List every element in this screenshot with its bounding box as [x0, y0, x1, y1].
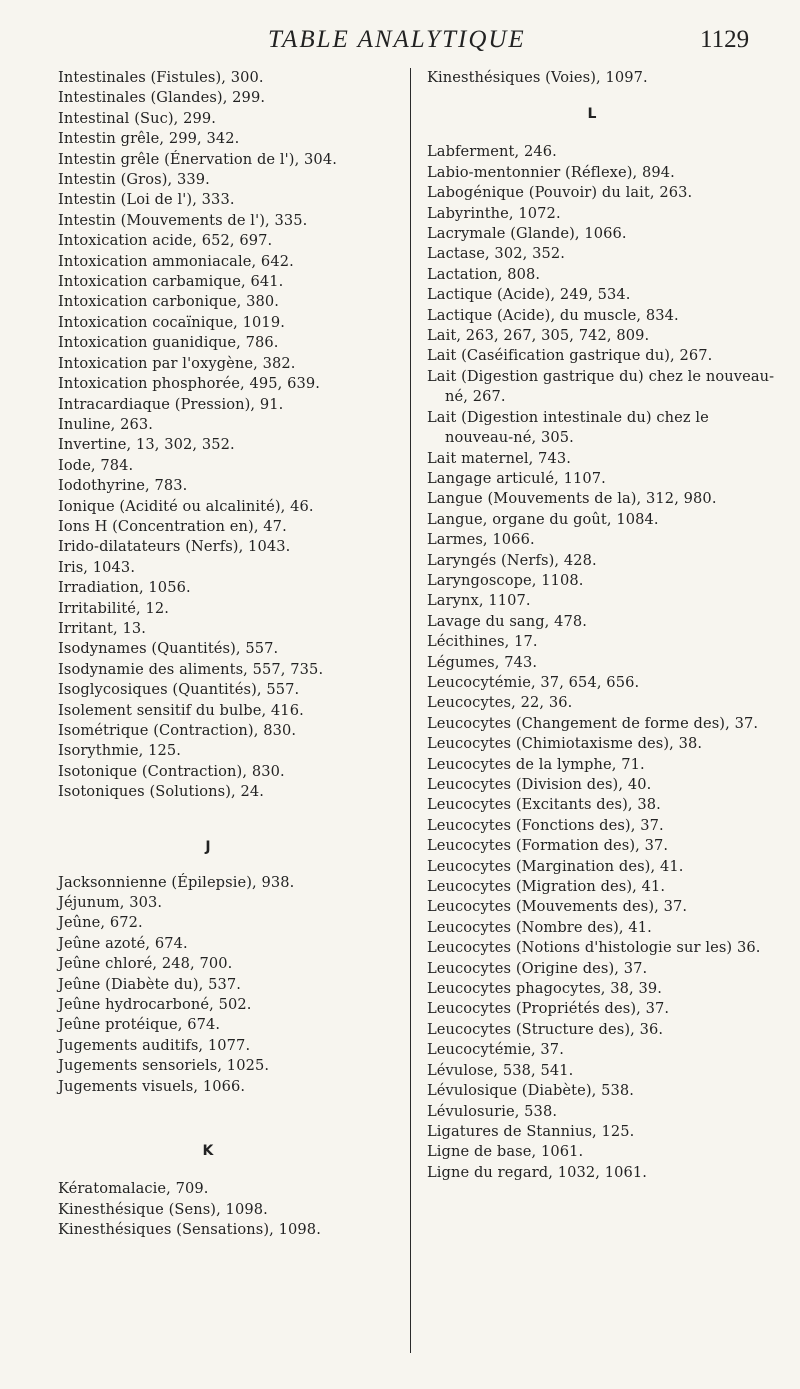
index-entry: Intoxication phosphorée, 495, 639.	[58, 375, 321, 393]
index-entry: Irido-dilatateurs (Nerfs), 1043.	[58, 538, 291, 556]
index-entry: Leucocytes (Fonctions des), 37.	[427, 816, 664, 834]
spacer	[58, 803, 398, 833]
index-entry: Leucocytes (Formation des), 37.	[427, 837, 669, 855]
index-entry: Intestinales (Glandes), 299.	[58, 89, 266, 107]
index-entry: Kératomalacie, 709.	[58, 1180, 209, 1198]
index-entry: Leucocytes (Mouvements des), 37.	[427, 898, 688, 916]
index-entry: Kinesthésique (Sens), 1098.	[58, 1200, 268, 1218]
index-entry: Isodynamie des aliments, 557, 735.	[58, 660, 324, 678]
index-entry: Jeûne protéique, 674.	[58, 1016, 221, 1034]
index-entry: Intoxication carbamique, 641.	[58, 273, 284, 291]
index-entry: Intestin grêle, 299, 342.	[58, 130, 240, 148]
index-entry: Intestin grêle (Énervation de l'), 304.	[58, 150, 337, 168]
index-entry: Langue, organe du goût, 1084.	[427, 510, 659, 528]
index-entry: Lacrymale (Glande), 1066.	[427, 225, 627, 243]
left-group-k	[58, 1179, 398, 1240]
index-entry: Langue (Mouvements de la), 312, 980.	[427, 490, 717, 508]
index-entry: Laryngés (Nerfs), 428.	[427, 551, 597, 569]
index-entry: Leucocytes (Excitants des), 38.	[427, 796, 661, 814]
index-entry: Lait, 263, 267, 305, 742, 809.	[427, 327, 650, 345]
index-entry: Lait maternel, 743.	[427, 449, 571, 467]
index-entry: Leucocytes de la lymphe, 71.	[427, 755, 645, 773]
index-entry: Isotonique (Contraction), 830.	[58, 762, 285, 780]
index-entry: Leucocytes phagocytes, 38, 39.	[427, 980, 663, 998]
index-entry: Lévulosurie, 538.	[427, 1102, 558, 1120]
index-entry: Lécithines, 17.	[427, 633, 538, 651]
index-entry: Intoxication guanidique, 786.	[58, 334, 279, 352]
left-column	[58, 68, 398, 1240]
index-entry: Jeûne hydrocarboné, 502.	[58, 996, 252, 1014]
index-entry: Intestinales (Fistules), 300.	[58, 69, 264, 86]
section-letter-j: J	[205, 838, 211, 855]
index-entry: Isotoniques (Solutions), 24.	[58, 783, 264, 801]
right-group-k	[427, 68, 777, 88]
index-entry: Invertine, 13, 302, 352.	[58, 436, 235, 454]
index-entry: Ions H (Concentration en), 47.	[58, 517, 287, 535]
right-group-l	[427, 142, 777, 1183]
index-entry: Iodothyrine, 783.	[58, 477, 188, 495]
index-entry: Isorythmie, 125.	[58, 742, 182, 760]
page-header	[0, 26, 800, 56]
index-entry: Intestin (Loi de l'), 333.	[58, 191, 235, 209]
index-entry: Isoglycosiques (Quantités), 557.	[58, 681, 300, 699]
index-entry: Leucocytémie, 37.	[427, 1041, 564, 1059]
index-entry: Ligatures de Stannius, 125.	[427, 1122, 635, 1140]
index-entry: Intestin (Gros), 339.	[58, 171, 210, 189]
index-entry: Lévulose, 538, 541.	[427, 1061, 574, 1079]
left-group-j	[58, 873, 398, 1097]
index-entry: Leucocytes (Propriétés des), 37.	[427, 1000, 670, 1018]
index-entry: Lactique (Acide), 249, 534.	[427, 286, 631, 304]
index-entry: Leucocytes (Changement de forme des), 37.	[427, 714, 759, 732]
index-entry: Leucocytes (Division des), 40.	[427, 776, 652, 793]
index-entry: Leucocytes, 22, 36.	[427, 694, 573, 712]
index-entry: Jacksonnienne (Épilepsie), 938.	[58, 873, 295, 891]
index-entry: Légumes, 743.	[427, 653, 538, 671]
index-entry: Leucocytes (Chimiotaxisme des), 38.	[427, 735, 703, 753]
right-column	[427, 68, 777, 1183]
index-entry: Lactique (Acide), du muscle, 834.	[427, 306, 679, 324]
column-divider	[410, 68, 411, 1353]
spacer	[427, 88, 777, 100]
index-entry: Lévulosique (Diabète), 538.	[427, 1082, 635, 1100]
index-entry: Isométrique (Contraction), 830.	[58, 722, 297, 739]
index-entry: Leucocytes (Migration des), 41.	[427, 878, 666, 896]
spacer	[58, 1097, 398, 1137]
index-entry: Labyrinthe, 1072.	[427, 204, 561, 222]
left-group-i	[58, 68, 398, 803]
index-entry: Leucocytes (Structure des), 36.	[427, 1020, 664, 1038]
index-entry: Langage articulé, 1107.	[427, 469, 606, 487]
index-entry: Intoxication ammoniacale, 642.	[58, 252, 294, 270]
index-entry: Inuline, 263.	[58, 415, 154, 433]
index-entry: Ionique (Acidité ou alcalinité), 46.	[58, 497, 314, 515]
index-entry: Labferment, 246.	[427, 143, 557, 161]
spacer	[58, 861, 398, 873]
index-entry: Jeûne (Diabète du), 537.	[58, 975, 242, 993]
index-entry: Larynx, 1107.	[427, 592, 531, 610]
index-entry: Leucocytes (Nombre des), 41.	[427, 918, 652, 936]
index-entry: Irradiation, 1056.	[58, 579, 191, 597]
index-entry: Isodynames (Quantités), 557.	[58, 640, 279, 658]
section-letter-k: K	[202, 1143, 214, 1160]
index-entry: Intestin (Mouvements de l'), 335.	[58, 211, 308, 229]
page-number: 1129	[700, 26, 750, 53]
index-entry: Lavage du sang, 478.	[427, 612, 588, 630]
index-entry: Lait (Digestion intestinale du) chez le nouveau-né, 305.	[427, 408, 709, 447]
index-entry: Ligne du regard, 1032, 1061.	[427, 1163, 648, 1181]
section-letter-l: L	[587, 106, 597, 123]
index-entry: Intracardiaque (Pression), 91.	[58, 395, 284, 413]
spacer	[427, 128, 777, 142]
index-entry: Leucocytes (Origine des), 37.	[427, 959, 648, 977]
index-entry: Jeûne, 672.	[58, 914, 143, 932]
index-entry: Kinesthésiques (Sensations), 1098.	[58, 1220, 321, 1238]
index-entry: Intoxication carbonique, 380.	[58, 293, 280, 311]
index-entry: Jugements auditifs, 1077.	[58, 1036, 251, 1054]
index-entry: Intestinal (Suc), 299.	[58, 109, 217, 127]
index-entry: Iris, 1043.	[58, 558, 136, 576]
index-entry: Leucocytémie, 37, 654, 656.	[427, 673, 640, 691]
index-entry: Irritabilité, 12.	[58, 599, 169, 617]
index-entry: Intoxication acide, 652, 697.	[58, 232, 273, 250]
index-entry: Iode, 784.	[58, 456, 134, 474]
index-entry: Jéjunum, 303.	[58, 894, 163, 912]
index-entry: Lactase, 302, 352.	[427, 245, 565, 263]
index-entry: Laryngoscope, 1108.	[427, 571, 584, 589]
index-entry: Jeûne chloré, 248, 700.	[58, 955, 233, 973]
index-entry: Labio-mentonnier (Réflexe), 894.	[427, 163, 675, 181]
index-entry: Jugements visuels, 1066.	[58, 1077, 246, 1095]
index-entry: Irritant, 13.	[58, 619, 147, 637]
spacer	[58, 1165, 398, 1179]
index-entry: Lait (Digestion gastrique du) chez le nouveau-né, 267.	[427, 367, 775, 406]
index-entry: Leucocytes (Notions d'histologie sur les) 36.	[427, 939, 761, 957]
index-entry: Intoxication cocaïnique, 1019.	[58, 313, 285, 331]
index-entry: Lactation, 808.	[427, 265, 541, 283]
index-entry: Intoxication par l'oxygène, 382.	[58, 354, 296, 372]
index-entry: Kinesthésiques (Voies), 1097.	[427, 69, 648, 86]
index-entry: Larmes, 1066.	[427, 531, 535, 549]
index-entry: Isolement sensitif du bulbe, 416.	[58, 701, 304, 719]
index-entry: Jeûne azoté, 674.	[58, 934, 188, 952]
index-entry: Lait (Caséification gastrique du), 267.	[427, 347, 713, 365]
index-entry: Labogénique (Pouvoir) du lait, 263.	[427, 184, 693, 202]
index-entry: Leucocytes (Margination des), 41.	[427, 857, 684, 875]
running-title: TABLE ANALYTIQUE	[268, 26, 526, 53]
index-entry: Jugements sensoriels, 1025.	[58, 1057, 270, 1075]
index-entry: Ligne de base, 1061.	[427, 1143, 584, 1161]
